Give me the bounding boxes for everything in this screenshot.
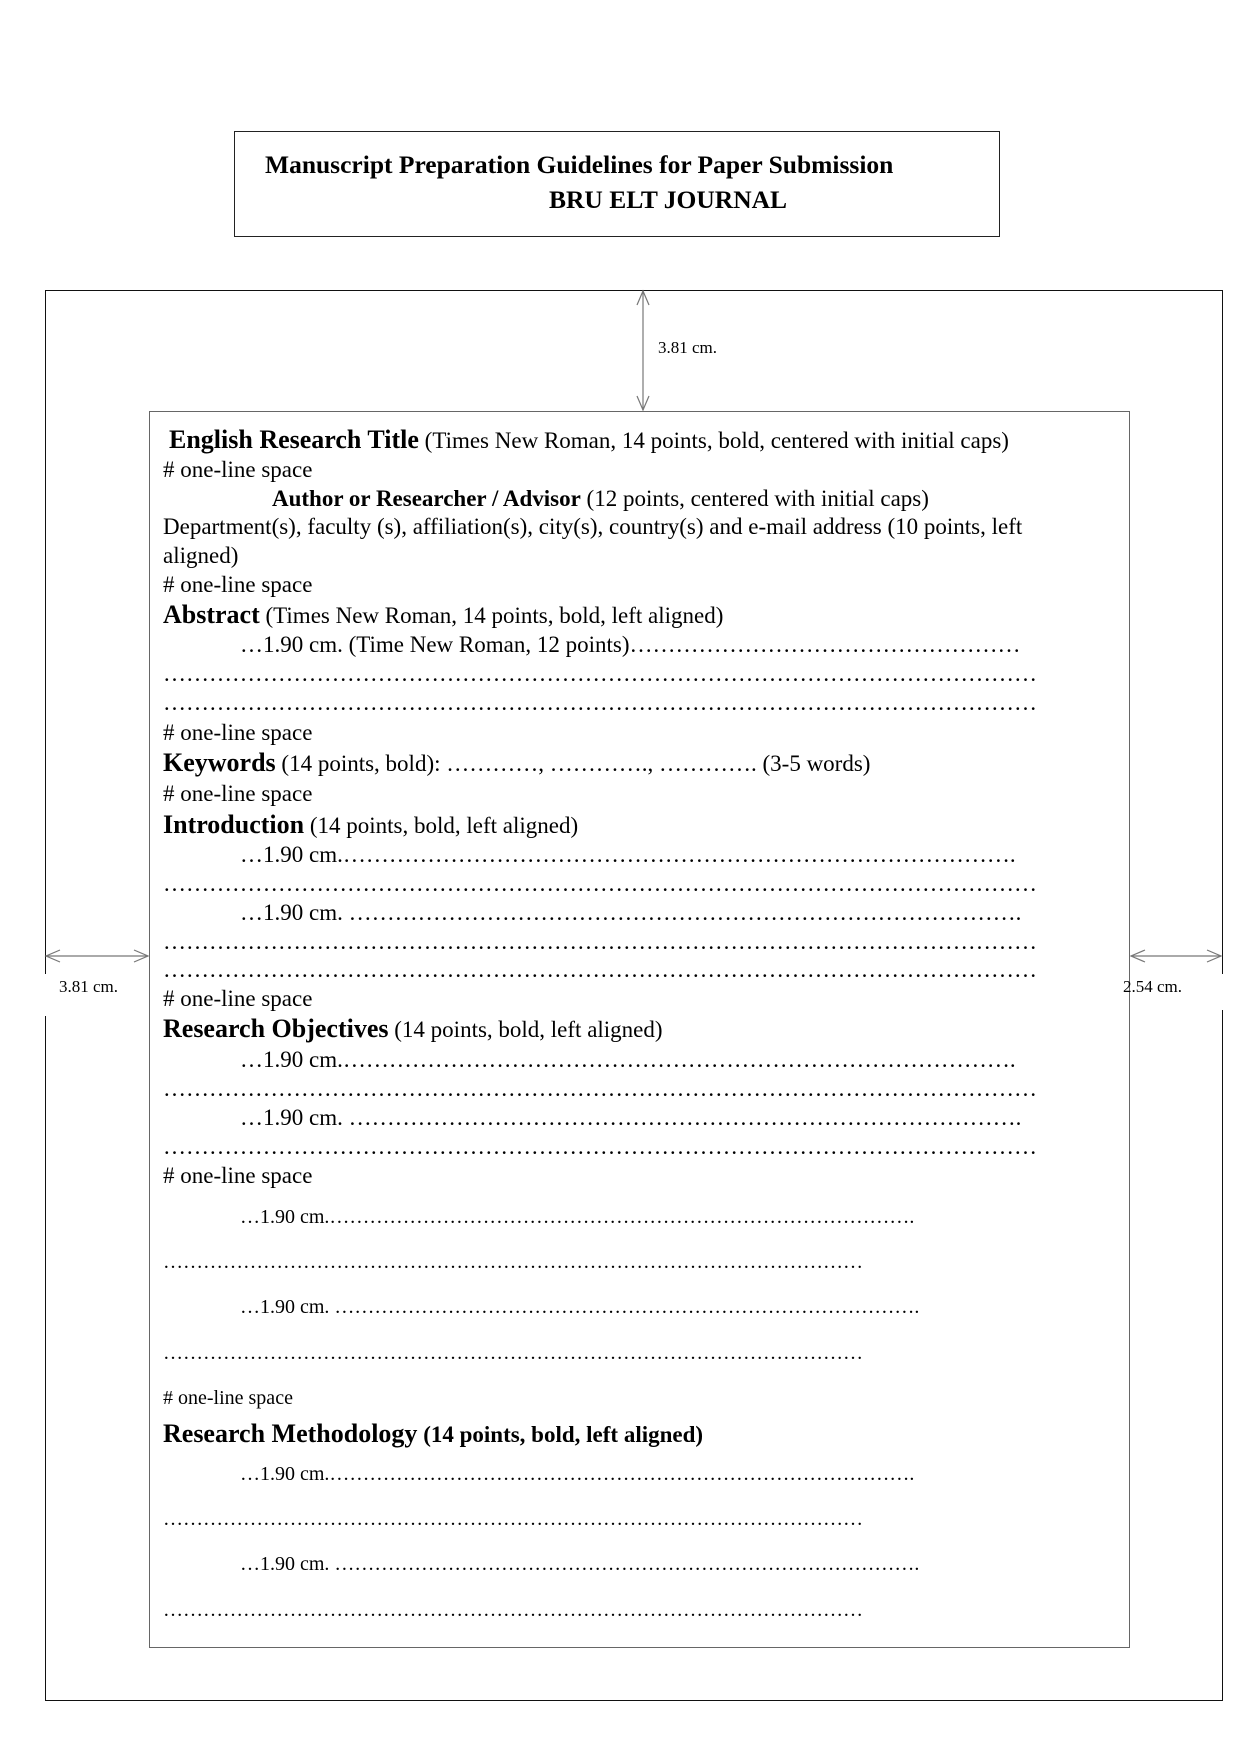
- paragraph-line: …1.90 cm. …………………………………………………………………………….: [240, 1296, 920, 1318]
- introduction-note: (14 points, bold, left aligned): [304, 813, 579, 838]
- objectives-note: (14 points, bold, left aligned): [388, 1017, 663, 1042]
- methodology-line: ……………………………………………………………………………………………: [163, 1599, 863, 1621]
- abstract-line: …1.90 cm. (Time New Roman, 12 points)……………………………………………: [240, 632, 1021, 657]
- introduction-heading: Introduction: [163, 810, 305, 839]
- methodology-note: (14 points, bold, left aligned): [417, 1422, 704, 1447]
- introduction-line: ……………………………………………………………………………………………………: [163, 871, 1037, 896]
- one-line-space: # one-line space: [163, 1163, 313, 1188]
- introduction-line: …1.90 cm. …………………………………………………………………………….: [240, 900, 1022, 925]
- methodology-line: …1.90 cm. …………………………………………………………………………….: [240, 1553, 920, 1575]
- objectives-line: ……………………………………………………………………………………………………: [163, 1134, 1037, 1159]
- title-spec: [169, 425, 1009, 455]
- right-margin-label: 2.54 cm.: [1123, 977, 1183, 996]
- one-line-space: # one-line space: [163, 457, 313, 482]
- left-margin-label: 3.81 cm.: [59, 977, 119, 996]
- one-line-space: # one-line space: [163, 781, 313, 806]
- author-note: (12 points, centered with initial caps): [580, 486, 929, 511]
- keywords-spec: [163, 748, 870, 778]
- abstract-note: (Times New Roman, 14 points, bold, left aligned): [259, 603, 724, 628]
- introduction-line: …1.90 cm.…………………………………………………………………………….: [240, 842, 1016, 867]
- objectives-spec: [163, 1014, 663, 1044]
- objectives-line: …1.90 cm. …………………………………………………………………………….: [240, 1105, 1022, 1130]
- abstract-line: ……………………………………………………………………………………………………: [163, 690, 1037, 715]
- paragraph-line: ……………………………………………………………………………………………: [163, 1251, 863, 1273]
- one-line-space: # one-line space: [163, 572, 313, 597]
- introduction-spec: [163, 810, 578, 840]
- abstract-line: ……………………………………………………………………………………………………: [163, 661, 1037, 686]
- affiliation-spec-line1: Department(s), faculty (s), affiliation(s), city(s), country(s) and e-mail address (10 points, left: [163, 514, 1023, 539]
- objectives-line: ……………………………………………………………………………………………………: [163, 1076, 1037, 1101]
- methodology-spec: [163, 1419, 703, 1449]
- paragraph-line: …1.90 cm.…………………………………………………………………………….: [240, 1206, 915, 1228]
- one-line-space: # one-line space: [163, 1387, 293, 1409]
- author-spec: [272, 484, 929, 513]
- document-title: Manuscript Preparation Guidelines for Paper Submission: [265, 150, 894, 179]
- top-margin-label: 3.81 cm.: [658, 338, 718, 357]
- title-note: (Times New Roman, 14 points, bold, centered with initial caps): [418, 428, 1009, 453]
- paragraph-line: ……………………………………………………………………………………………: [163, 1342, 863, 1364]
- journal-name: BRU ELT JOURNAL: [549, 185, 788, 214]
- objectives-line: …1.90 cm.…………………………………………………………………………….: [240, 1047, 1016, 1072]
- one-line-space: # one-line space: [163, 720, 313, 745]
- abstract-heading: Abstract: [163, 600, 260, 629]
- abstract-spec: [163, 600, 723, 630]
- methodology-line: ……………………………………………………………………………………………: [163, 1508, 863, 1530]
- title-heading: English Research Title: [169, 425, 419, 454]
- methodology-line: …1.90 cm.…………………………………………………………………………….: [240, 1463, 915, 1485]
- methodology-heading: Research Methodology: [163, 1419, 418, 1448]
- keywords-note: (14 points, bold): …………, …………., …………. (3-5 words): [275, 751, 871, 776]
- one-line-space: # one-line space: [163, 986, 313, 1011]
- objectives-heading: Research Objectives: [163, 1014, 389, 1043]
- keywords-heading: Keywords: [163, 748, 276, 777]
- introduction-line: ……………………………………………………………………………………………………: [163, 957, 1037, 982]
- affiliation-spec-line2: aligned): [163, 543, 239, 568]
- author-heading: Author or Researcher / Advisor: [272, 486, 581, 511]
- introduction-line: ……………………………………………………………………………………………………: [163, 929, 1037, 954]
